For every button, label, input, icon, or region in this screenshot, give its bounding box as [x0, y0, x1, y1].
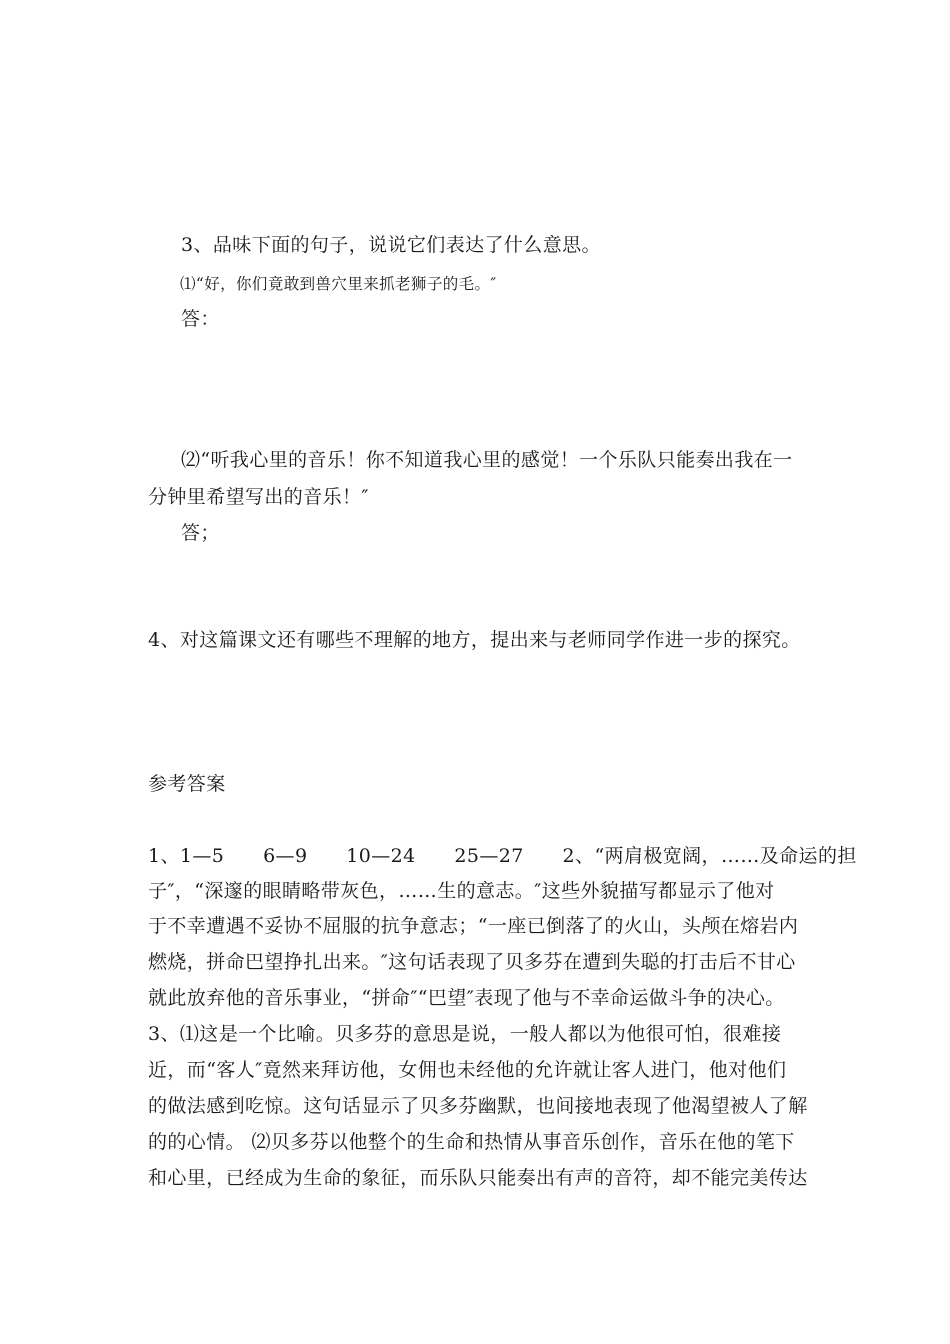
- answer-line: 3、⑴这是一个比喻。贝多芬的意思是说，一般人都以为他很可怕，很难接: [148, 1023, 782, 1045]
- question-3-item-2-line-2: 分钟里希望写出的音乐！″: [148, 486, 369, 508]
- answer-line: 近，而“客人″竟然来拜访他，女佣也未经他的允许就让客人进门，他对他们: [148, 1059, 787, 1081]
- answer-line: 的的心情。 ⑵贝多芬以他整个的生命和热情从事音乐创作，音乐在他的笔下: [148, 1131, 795, 1153]
- answer-line: 燃烧，拼命巴望挣扎出来。″这句话表现了贝多芬在遭到失聪的打击后不甘心: [148, 951, 796, 973]
- answers-heading: 参考答案: [148, 773, 226, 795]
- answer-line: 子″，“深邃的眼睛略带灰色，……生的意志。″这些外貌描写都显示了他对: [148, 880, 775, 902]
- question-3-answer-1-label: 答：: [181, 308, 220, 330]
- question-3-item-1: ⑴“好，你们竟敢到兽穴里来抓老狮子的毛。″: [180, 275, 497, 293]
- answer-line: 于不幸遭遇不妥协不屈服的抗争意志；“一座已倒落了的火山，头颅在熔岩内: [148, 915, 799, 937]
- question-3-answer-2-label: 答；: [181, 522, 220, 544]
- question-3-item-2-line-1: ⑵“听我心里的音乐！你不知道我心里的感觉！一个乐队只能奏出我在一: [181, 449, 793, 471]
- answer-line: 1、1—5 6—9 10—24 25—27 2、“两肩极宽阔，……及命运的担: [148, 845, 857, 867]
- answer-line: 就此放弃他的音乐事业，“拼命″“巴望″表现了他与不幸命运做斗争的决心。: [148, 987, 785, 1009]
- answer-line: 和心里，已经成为生命的象征，而乐队只能奏出有声的音符，却不能完美传达: [148, 1167, 808, 1189]
- answer-line: 的做法感到吃惊。这句话显示了贝多芬幽默，也间接地表现了他渴望被人了解: [148, 1095, 808, 1117]
- question-4-title: 4、对这篇课文还有哪些不理解的地方，提出来与老师同学作进一步的探究。: [148, 629, 801, 651]
- question-3-title: 3、品味下面的句子，说说它们表达了什么意思。: [181, 234, 601, 256]
